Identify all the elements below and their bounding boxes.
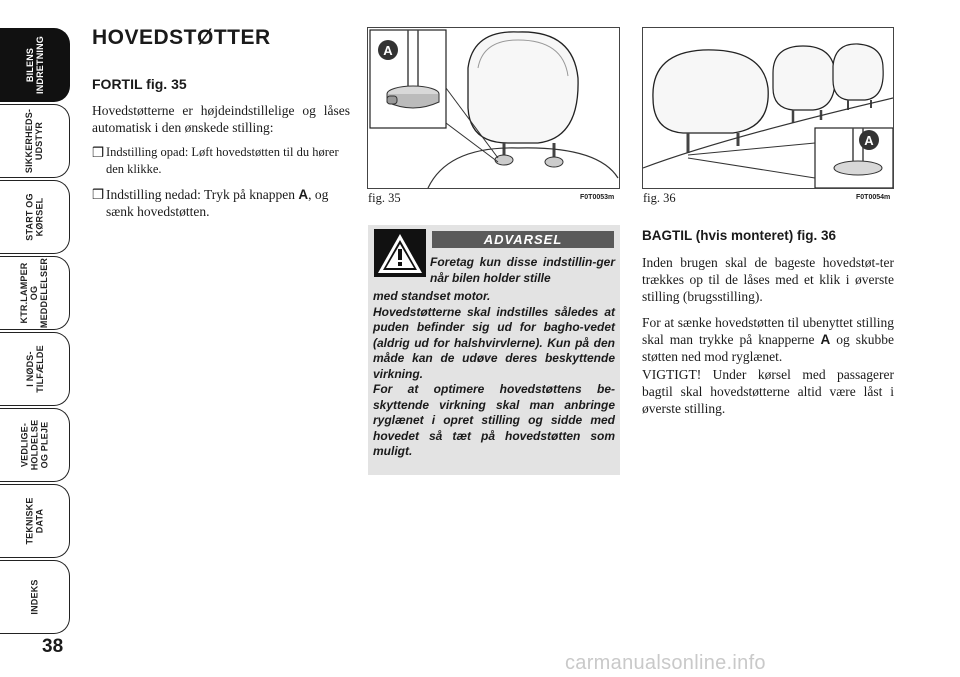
front-subheading: FORTIL fig. 35 <box>92 76 187 92</box>
figure-36-code: F0T0054m <box>856 194 891 201</box>
tab-tekniske-data[interactable] <box>0 484 70 558</box>
tab-i-nodstilfaelde[interactable] <box>0 332 70 406</box>
front-headrest-illustration <box>368 28 619 188</box>
key-label: A <box>820 332 831 347</box>
figure-36 <box>642 27 894 189</box>
tab-vedligeholdelse[interactable] <box>0 408 70 482</box>
tab-sikkerhedsudstyr[interactable] <box>0 104 70 178</box>
bullet-raise <box>92 144 354 176</box>
tab-start-og-korsel[interactable] <box>0 180 70 254</box>
figure-35 <box>367 27 620 189</box>
tab-indeks[interactable] <box>0 560 70 634</box>
key-label: A <box>298 187 309 202</box>
page-title: HOVEDSTØTTER <box>92 26 271 49</box>
warning-box <box>368 225 620 475</box>
callout-a: A <box>864 133 874 148</box>
tab-label: KTR.LAMPER OG MEDDELELSER <box>19 257 50 329</box>
tab-ktr-lamper[interactable] <box>0 256 70 330</box>
page-number: 38 <box>42 636 64 657</box>
rear-paragraph-1: Inden brugen skal de bageste hovedstøt-ter trækkes op til de låses med et klik i øverste stilling (brugsstilling). <box>642 255 894 304</box>
tab-label: TEKNISKE DATA <box>24 497 45 545</box>
checkbox-bullet-icon: ❒ <box>92 145 105 160</box>
warning-title: ADVARSEL <box>432 231 614 248</box>
warning-paragraph: Hovedstøtterne skal indstilles således at puden befinder sig ud for bagho-vedet (aldrig ud for halshvirvlerne). Kun på den måde kan de udøve deres beskyttende virkning. <box>373 304 615 381</box>
bullet-text: Indstilling opad: Løft hovedstøtten til du hører den klikke. <box>106 145 339 176</box>
tab-label: VEDLIGE- HOLDELSE OG PLEJE <box>19 419 50 471</box>
figure-36-caption: fig. 36 <box>643 191 676 205</box>
tab-label: SIKKERHEDS- UDSTYR <box>24 108 45 174</box>
rear-paragraph-2: For at sænke hovedstøtten til ubenyttet stilling skal man trykke på knapperne A og skubbe støtten ned mod ryglænet. <box>642 315 894 364</box>
warning-paragraph: For at optimere hovedstøttens be-skyttende virkning skal man anbringe ryglænet i opret stilling og sidde med hovedet så tæt på hovedstøtten som muligt. <box>373 382 615 458</box>
tab-label: INDEKS <box>29 579 40 615</box>
figure-35-code: F0T0053m <box>580 194 615 201</box>
callout-a: A <box>383 43 393 58</box>
figure-35-caption: fig. 35 <box>368 191 401 205</box>
rear-headrest-illustration <box>643 28 893 188</box>
front-intro: Hovedstøtterne er højdeindstillelige og låses automatisk i den ønskede stilling: <box>92 103 350 135</box>
watermark: carmanualsonline.info <box>565 652 766 674</box>
rear-paragraph-3: VIGTIGT! Under kørsel med passagerer bagtil skal hovedstøtterne altid være låst i øverste stilling. <box>642 367 894 416</box>
tab-label: I NØDS- TILFÆLDE <box>24 345 45 393</box>
bullet-text: Indstilling nedad: Tryk på knappen A, og sænk hovedstøtten. <box>106 187 329 219</box>
warning-triangle-icon <box>374 229 426 277</box>
tab-bilens-indretning[interactable] <box>0 28 70 102</box>
tab-label: BILENS INDRETNING <box>24 36 45 94</box>
rear-subheading: BAGTIL (hvis monteret) fig. 36 <box>642 228 837 243</box>
warning-paragraph: med standset motor. <box>373 289 491 303</box>
tab-label: START OG KØRSEL <box>24 193 45 241</box>
checkbox-bullet-icon: ❒ <box>92 187 105 202</box>
bullet-lower <box>92 186 354 219</box>
warning-body <box>373 289 615 460</box>
warning-lead: Foretag kun disse indstillin-ger når bilen holder stille <box>430 255 615 285</box>
